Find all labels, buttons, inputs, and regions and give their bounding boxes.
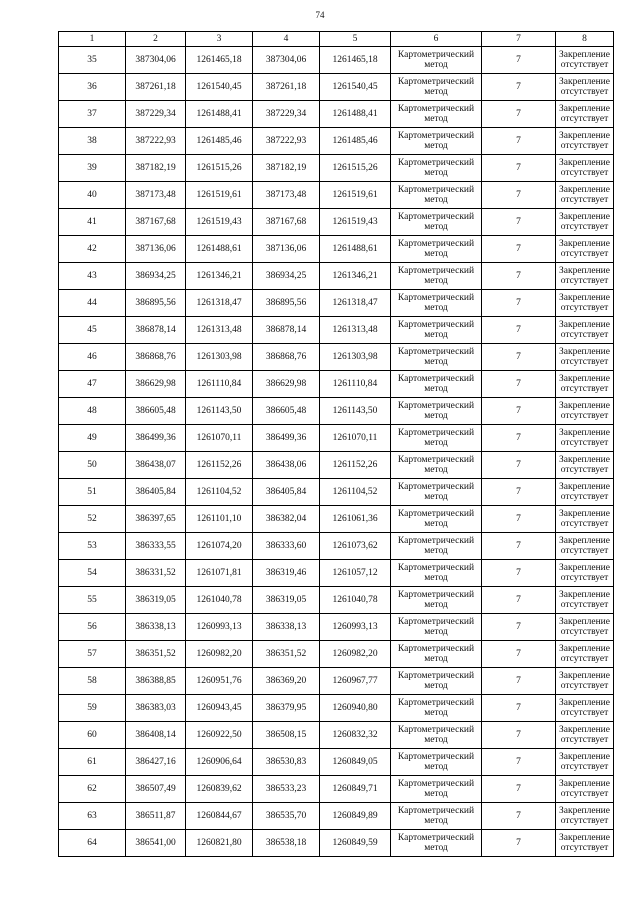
table-row — [59, 587, 614, 614]
point-number-cell: 54 — [59, 560, 126, 587]
point-number-cell: 59 — [59, 695, 126, 722]
column-header: 8 — [556, 32, 614, 47]
table-row — [59, 560, 614, 587]
method-cell: Картометрический метод — [391, 155, 482, 182]
fixing-cell: Закрепление отсутствует — [556, 344, 614, 371]
accuracy-cell: 7 — [482, 155, 556, 182]
table-row — [59, 425, 614, 452]
point-number-cell: 51 — [59, 479, 126, 506]
x-coordinate-cell: 387261,18 — [253, 74, 320, 101]
fixing-cell: Закрепление отсутствует — [556, 506, 614, 533]
x-coordinate-cell: 386934,25 — [126, 263, 186, 290]
x-coordinate-cell: 387304,06 — [253, 47, 320, 74]
x-coordinate-cell: 386388,85 — [126, 668, 186, 695]
y-coordinate-cell: 1260940,80 — [320, 695, 391, 722]
point-number-cell: 52 — [59, 506, 126, 533]
y-coordinate-cell: 1261071,81 — [186, 560, 253, 587]
table-row — [59, 614, 614, 641]
point-number-cell: 44 — [59, 290, 126, 317]
point-number-cell: 38 — [59, 128, 126, 155]
accuracy-cell: 7 — [482, 614, 556, 641]
table-row — [59, 506, 614, 533]
table-row — [59, 344, 614, 371]
method-cell: Картометрический метод — [391, 236, 482, 263]
x-coordinate-cell: 386351,52 — [126, 641, 186, 668]
method-cell: Картометрический метод — [391, 506, 482, 533]
y-coordinate-cell: 1261152,26 — [186, 452, 253, 479]
table-row — [59, 830, 614, 857]
point-number-cell: 58 — [59, 668, 126, 695]
method-cell: Картометрический метод — [391, 641, 482, 668]
table-row — [59, 776, 614, 803]
y-coordinate-cell: 1261303,98 — [320, 344, 391, 371]
point-number-cell: 37 — [59, 101, 126, 128]
accuracy-cell: 7 — [482, 209, 556, 236]
y-coordinate-cell: 1261040,78 — [186, 587, 253, 614]
fixing-cell: Закрепление отсутствует — [556, 371, 614, 398]
point-number-cell: 35 — [59, 47, 126, 74]
method-cell: Картометрический метод — [391, 317, 482, 344]
y-coordinate-cell: 1261519,43 — [320, 209, 391, 236]
y-coordinate-cell: 1261061,36 — [320, 506, 391, 533]
method-cell: Картометрический метод — [391, 209, 482, 236]
method-cell: Картометрический метод — [391, 101, 482, 128]
table-row — [59, 803, 614, 830]
fixing-cell: Закрепление отсутствует — [556, 155, 614, 182]
x-coordinate-cell: 386629,98 — [253, 371, 320, 398]
y-coordinate-cell: 1261488,41 — [320, 101, 391, 128]
point-number-cell: 57 — [59, 641, 126, 668]
point-number-cell: 55 — [59, 587, 126, 614]
y-coordinate-cell: 1261104,52 — [186, 479, 253, 506]
x-coordinate-cell: 387304,06 — [126, 47, 186, 74]
table-row — [59, 668, 614, 695]
table-row — [59, 182, 614, 209]
point-number-cell: 60 — [59, 722, 126, 749]
y-coordinate-cell: 1261110,84 — [186, 371, 253, 398]
y-coordinate-cell: 1260982,20 — [186, 641, 253, 668]
column-header: 1 — [59, 32, 126, 47]
y-coordinate-cell: 1261465,18 — [320, 47, 391, 74]
y-coordinate-cell: 1261143,50 — [186, 398, 253, 425]
x-coordinate-cell: 386333,60 — [253, 533, 320, 560]
fixing-cell: Закрепление отсутствует — [556, 236, 614, 263]
y-coordinate-cell: 1261104,52 — [320, 479, 391, 506]
y-coordinate-cell: 1261313,48 — [320, 317, 391, 344]
table-row — [59, 74, 614, 101]
point-number-cell: 61 — [59, 749, 126, 776]
fixing-cell: Закрепление отсутствует — [556, 776, 614, 803]
x-coordinate-cell: 386605,48 — [126, 398, 186, 425]
accuracy-cell: 7 — [482, 47, 556, 74]
method-cell: Картометрический метод — [391, 560, 482, 587]
x-coordinate-cell: 386333,55 — [126, 533, 186, 560]
method-cell: Картометрический метод — [391, 344, 482, 371]
y-coordinate-cell: 1261318,47 — [186, 290, 253, 317]
method-cell: Картометрический метод — [391, 47, 482, 74]
y-coordinate-cell: 1261488,61 — [186, 236, 253, 263]
x-coordinate-cell: 387222,93 — [253, 128, 320, 155]
point-number-cell: 40 — [59, 182, 126, 209]
method-cell: Картометрический метод — [391, 668, 482, 695]
y-coordinate-cell: 1261515,26 — [320, 155, 391, 182]
column-header: 5 — [320, 32, 391, 47]
point-number-cell: 41 — [59, 209, 126, 236]
accuracy-cell: 7 — [482, 425, 556, 452]
accuracy-cell: 7 — [482, 695, 556, 722]
x-coordinate-cell: 386878,14 — [253, 317, 320, 344]
y-coordinate-cell: 1261519,61 — [320, 182, 391, 209]
x-coordinate-cell: 387173,48 — [253, 182, 320, 209]
accuracy-cell: 7 — [482, 236, 556, 263]
accuracy-cell: 7 — [482, 533, 556, 560]
fixing-cell: Закрепление отсутствует — [556, 317, 614, 344]
column-header: 2 — [126, 32, 186, 47]
x-coordinate-cell: 386383,03 — [126, 695, 186, 722]
method-cell: Картометрический метод — [391, 776, 482, 803]
x-coordinate-cell: 386878,14 — [126, 317, 186, 344]
y-coordinate-cell: 1260993,13 — [186, 614, 253, 641]
accuracy-cell: 7 — [482, 479, 556, 506]
fixing-cell: Закрепление отсутствует — [556, 695, 614, 722]
method-cell: Картометрический метод — [391, 830, 482, 857]
x-coordinate-cell: 386369,20 — [253, 668, 320, 695]
table-row — [59, 47, 614, 74]
y-coordinate-cell: 1261485,46 — [320, 128, 391, 155]
fixing-cell: Закрепление отсутствует — [556, 425, 614, 452]
method-cell: Картометрический метод — [391, 722, 482, 749]
header-row — [59, 32, 614, 47]
column-header: 3 — [186, 32, 253, 47]
method-cell: Картометрический метод — [391, 695, 482, 722]
fixing-cell: Закрепление отсутствует — [556, 263, 614, 290]
point-number-cell: 36 — [59, 74, 126, 101]
point-number-cell: 39 — [59, 155, 126, 182]
method-cell: Картометрический метод — [391, 533, 482, 560]
x-coordinate-cell: 387229,34 — [253, 101, 320, 128]
table-row — [59, 695, 614, 722]
fixing-cell: Закрепление отсутствует — [556, 398, 614, 425]
method-cell: Картометрический метод — [391, 614, 482, 641]
point-number-cell: 42 — [59, 236, 126, 263]
table-row — [59, 290, 614, 317]
x-coordinate-cell: 386895,56 — [253, 290, 320, 317]
fixing-cell: Закрепление отсутствует — [556, 668, 614, 695]
y-coordinate-cell: 1260922,50 — [186, 722, 253, 749]
y-coordinate-cell: 1260849,71 — [320, 776, 391, 803]
accuracy-cell: 7 — [482, 803, 556, 830]
table-row — [59, 155, 614, 182]
y-coordinate-cell: 1261465,18 — [186, 47, 253, 74]
y-coordinate-cell: 1261515,26 — [186, 155, 253, 182]
x-coordinate-cell: 386379,95 — [253, 695, 320, 722]
y-coordinate-cell: 1261540,45 — [320, 74, 391, 101]
y-coordinate-cell: 1260906,64 — [186, 749, 253, 776]
table-row — [59, 101, 614, 128]
x-coordinate-cell: 386331,52 — [126, 560, 186, 587]
column-header: 7 — [482, 32, 556, 47]
x-coordinate-cell: 386397,65 — [126, 506, 186, 533]
y-coordinate-cell: 1261318,47 — [320, 290, 391, 317]
x-coordinate-cell: 387136,06 — [126, 236, 186, 263]
fixing-cell: Закрепление отсутствует — [556, 533, 614, 560]
x-coordinate-cell: 387222,93 — [126, 128, 186, 155]
column-header: 6 — [391, 32, 482, 47]
y-coordinate-cell: 1260951,76 — [186, 668, 253, 695]
x-coordinate-cell: 386934,25 — [253, 263, 320, 290]
x-coordinate-cell: 387173,48 — [126, 182, 186, 209]
accuracy-cell: 7 — [482, 776, 556, 803]
accuracy-cell: 7 — [482, 560, 556, 587]
table-row — [59, 209, 614, 236]
y-coordinate-cell: 1261519,43 — [186, 209, 253, 236]
y-coordinate-cell: 1261519,61 — [186, 182, 253, 209]
x-coordinate-cell: 386405,84 — [253, 479, 320, 506]
accuracy-cell: 7 — [482, 398, 556, 425]
method-cell: Картометрический метод — [391, 452, 482, 479]
y-coordinate-cell: 1260982,20 — [320, 641, 391, 668]
fixing-cell: Закрепление отсутствует — [556, 641, 614, 668]
x-coordinate-cell: 386508,15 — [253, 722, 320, 749]
fixing-cell: Закрепление отсутствует — [556, 749, 614, 776]
x-coordinate-cell: 387261,18 — [126, 74, 186, 101]
y-coordinate-cell: 1261073,62 — [320, 533, 391, 560]
accuracy-cell: 7 — [482, 263, 556, 290]
table-row — [59, 533, 614, 560]
fixing-cell: Закрепление отсутствует — [556, 479, 614, 506]
y-coordinate-cell: 1261070,11 — [320, 425, 391, 452]
x-coordinate-cell: 386427,16 — [126, 749, 186, 776]
fixing-cell: Закрепление отсутствует — [556, 614, 614, 641]
y-coordinate-cell: 1261488,61 — [320, 236, 391, 263]
y-coordinate-cell: 1261346,21 — [320, 263, 391, 290]
fixing-cell: Закрепление отсутствует — [556, 128, 614, 155]
x-coordinate-cell: 386382,04 — [253, 506, 320, 533]
point-number-cell: 46 — [59, 344, 126, 371]
point-number-cell: 50 — [59, 452, 126, 479]
y-coordinate-cell: 1260821,80 — [186, 830, 253, 857]
accuracy-cell: 7 — [482, 101, 556, 128]
y-coordinate-cell: 1261485,46 — [186, 128, 253, 155]
fixing-cell: Закрепление отсутствует — [556, 101, 614, 128]
y-coordinate-cell: 1261540,45 — [186, 74, 253, 101]
accuracy-cell: 7 — [482, 587, 556, 614]
table-body — [59, 47, 614, 857]
method-cell: Картометрический метод — [391, 182, 482, 209]
accuracy-cell: 7 — [482, 506, 556, 533]
method-cell: Картометрический метод — [391, 371, 482, 398]
y-coordinate-cell: 1261313,48 — [186, 317, 253, 344]
point-number-cell: 53 — [59, 533, 126, 560]
accuracy-cell: 7 — [482, 74, 556, 101]
y-coordinate-cell: 1261488,41 — [186, 101, 253, 128]
x-coordinate-cell: 386535,70 — [253, 803, 320, 830]
table-row — [59, 452, 614, 479]
table-row — [59, 128, 614, 155]
x-coordinate-cell: 386319,46 — [253, 560, 320, 587]
table-row — [59, 749, 614, 776]
accuracy-cell: 7 — [482, 668, 556, 695]
method-cell: Картометрический метод — [391, 398, 482, 425]
accuracy-cell: 7 — [482, 182, 556, 209]
point-number-cell: 48 — [59, 398, 126, 425]
point-number-cell: 43 — [59, 263, 126, 290]
accuracy-cell: 7 — [482, 290, 556, 317]
y-coordinate-cell: 1261143,50 — [320, 398, 391, 425]
coordinates-table — [58, 31, 614, 857]
method-cell: Картометрический метод — [391, 479, 482, 506]
accuracy-cell: 7 — [482, 722, 556, 749]
x-coordinate-cell: 386499,36 — [126, 425, 186, 452]
x-coordinate-cell: 387167,68 — [126, 209, 186, 236]
x-coordinate-cell: 386338,13 — [253, 614, 320, 641]
y-coordinate-cell: 1260832,32 — [320, 722, 391, 749]
x-coordinate-cell: 386541,00 — [126, 830, 186, 857]
y-coordinate-cell: 1261070,11 — [186, 425, 253, 452]
table-row — [59, 641, 614, 668]
y-coordinate-cell: 1261152,26 — [320, 452, 391, 479]
y-coordinate-cell: 1261346,21 — [186, 263, 253, 290]
point-number-cell: 64 — [59, 830, 126, 857]
x-coordinate-cell: 386408,14 — [126, 722, 186, 749]
accuracy-cell: 7 — [482, 641, 556, 668]
accuracy-cell: 7 — [482, 830, 556, 857]
table-row — [59, 236, 614, 263]
y-coordinate-cell: 1261074,20 — [186, 533, 253, 560]
method-cell: Картометрический метод — [391, 803, 482, 830]
y-coordinate-cell: 1260844,67 — [186, 803, 253, 830]
method-cell: Картометрический метод — [391, 128, 482, 155]
y-coordinate-cell: 1261110,84 — [320, 371, 391, 398]
x-coordinate-cell: 386338,13 — [126, 614, 186, 641]
fixing-cell: Закрепление отсутствует — [556, 74, 614, 101]
fixing-cell: Закрепление отсутствует — [556, 722, 614, 749]
accuracy-cell: 7 — [482, 344, 556, 371]
method-cell: Картометрический метод — [391, 263, 482, 290]
x-coordinate-cell: 386438,06 — [253, 452, 320, 479]
y-coordinate-cell: 1260967,77 — [320, 668, 391, 695]
fixing-cell: Закрепление отсутствует — [556, 587, 614, 614]
table-row — [59, 479, 614, 506]
accuracy-cell: 7 — [482, 128, 556, 155]
fixing-cell: Закрепление отсутствует — [556, 830, 614, 857]
x-coordinate-cell: 386499,36 — [253, 425, 320, 452]
accuracy-cell: 7 — [482, 371, 556, 398]
y-coordinate-cell: 1261303,98 — [186, 344, 253, 371]
x-coordinate-cell: 386319,05 — [126, 587, 186, 614]
table-row — [59, 263, 614, 290]
fixing-cell: Закрепление отсутствует — [556, 560, 614, 587]
x-coordinate-cell: 387182,19 — [253, 155, 320, 182]
y-coordinate-cell: 1260849,89 — [320, 803, 391, 830]
x-coordinate-cell: 386511,87 — [126, 803, 186, 830]
accuracy-cell: 7 — [482, 452, 556, 479]
table-row — [59, 398, 614, 425]
x-coordinate-cell: 387182,19 — [126, 155, 186, 182]
method-cell: Картометрический метод — [391, 290, 482, 317]
point-number-cell: 45 — [59, 317, 126, 344]
x-coordinate-cell: 386530,83 — [253, 749, 320, 776]
y-coordinate-cell: 1261040,78 — [320, 587, 391, 614]
y-coordinate-cell: 1261057,12 — [320, 560, 391, 587]
method-cell: Картометрический метод — [391, 74, 482, 101]
y-coordinate-cell: 1261101,10 — [186, 506, 253, 533]
table-row — [59, 371, 614, 398]
point-number-cell: 63 — [59, 803, 126, 830]
fixing-cell: Закрепление отсутствует — [556, 452, 614, 479]
fixing-cell: Закрепление отсутствует — [556, 209, 614, 236]
y-coordinate-cell: 1260943,45 — [186, 695, 253, 722]
point-number-cell: 62 — [59, 776, 126, 803]
table-row — [59, 722, 614, 749]
x-coordinate-cell: 386319,05 — [253, 587, 320, 614]
y-coordinate-cell: 1260849,59 — [320, 830, 391, 857]
y-coordinate-cell: 1260839,62 — [186, 776, 253, 803]
x-coordinate-cell: 386868,76 — [126, 344, 186, 371]
page-number: 74 — [315, 10, 325, 20]
x-coordinate-cell: 386533,23 — [253, 776, 320, 803]
x-coordinate-cell: 386629,98 — [126, 371, 186, 398]
table-row — [59, 317, 614, 344]
y-coordinate-cell: 1260849,05 — [320, 749, 391, 776]
x-coordinate-cell: 386895,56 — [126, 290, 186, 317]
accuracy-cell: 7 — [482, 749, 556, 776]
x-coordinate-cell: 386868,76 — [253, 344, 320, 371]
fixing-cell: Закрепление отсутствует — [556, 803, 614, 830]
point-number-cell: 56 — [59, 614, 126, 641]
fixing-cell: Закрепление отсутствует — [556, 290, 614, 317]
x-coordinate-cell: 387136,06 — [253, 236, 320, 263]
point-number-cell: 49 — [59, 425, 126, 452]
point-number-cell: 47 — [59, 371, 126, 398]
x-coordinate-cell: 386507,49 — [126, 776, 186, 803]
column-header: 4 — [253, 32, 320, 47]
x-coordinate-cell: 387229,34 — [126, 101, 186, 128]
fixing-cell: Закрепление отсутствует — [556, 182, 614, 209]
method-cell: Картометрический метод — [391, 749, 482, 776]
method-cell: Картометрический метод — [391, 425, 482, 452]
fixing-cell: Закрепление отсутствует — [556, 47, 614, 74]
x-coordinate-cell: 386605,48 — [253, 398, 320, 425]
x-coordinate-cell: 386438,07 — [126, 452, 186, 479]
x-coordinate-cell: 386405,84 — [126, 479, 186, 506]
x-coordinate-cell: 386351,52 — [253, 641, 320, 668]
x-coordinate-cell: 386538,18 — [253, 830, 320, 857]
method-cell: Картометрический метод — [391, 587, 482, 614]
accuracy-cell: 7 — [482, 317, 556, 344]
y-coordinate-cell: 1260993,13 — [320, 614, 391, 641]
x-coordinate-cell: 387167,68 — [253, 209, 320, 236]
